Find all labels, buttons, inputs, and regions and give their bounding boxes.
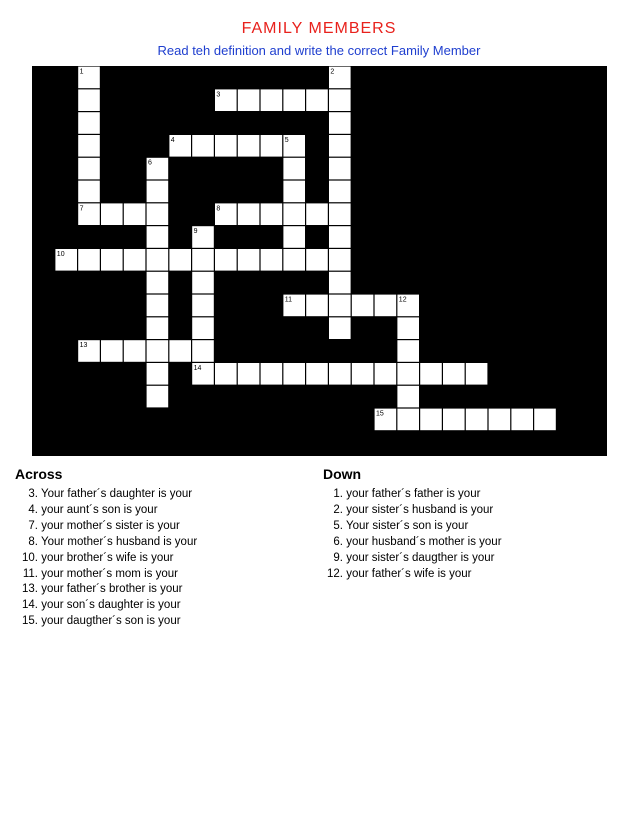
crossword-cell[interactable] bbox=[306, 203, 328, 225]
across-clue-list bbox=[8, 487, 197, 630]
crossword-cell[interactable] bbox=[78, 89, 100, 111]
clue-number: 15. bbox=[22, 615, 38, 628]
crossword-cell[interactable] bbox=[375, 295, 397, 317]
clue-text: your father´s father is your bbox=[343, 488, 481, 500]
clue-text: Your sister´s son is your bbox=[343, 519, 469, 532]
across-clue bbox=[8, 614, 197, 630]
crossword-cell[interactable] bbox=[397, 409, 419, 431]
clue-number: 10. bbox=[22, 551, 38, 564]
crossword-cell[interactable] bbox=[101, 340, 123, 362]
crossword-cell[interactable] bbox=[147, 181, 169, 203]
crossword-cell[interactable] bbox=[192, 317, 214, 339]
crossword-cell[interactable] bbox=[329, 112, 351, 134]
crossword-cell[interactable] bbox=[147, 272, 169, 294]
crossword-cell[interactable] bbox=[397, 363, 419, 385]
crossword-cell[interactable] bbox=[261, 363, 283, 385]
crossword-cell[interactable] bbox=[124, 203, 146, 225]
clue-number: 12. bbox=[327, 567, 343, 580]
crossword-cell[interactable] bbox=[489, 409, 511, 431]
crossword-cell[interactable] bbox=[511, 409, 533, 431]
clue-number-label: 9 bbox=[193, 228, 198, 236]
clue-number-label: 7 bbox=[79, 205, 84, 213]
down-heading: Down bbox=[323, 466, 362, 482]
crossword-cell[interactable] bbox=[78, 112, 100, 134]
crossword-cell[interactable] bbox=[147, 363, 169, 385]
page-title: FAMILY MEMBERS bbox=[241, 20, 397, 37]
down-clue bbox=[313, 503, 502, 519]
crossword-cell[interactable] bbox=[147, 226, 169, 248]
down-clue-list bbox=[313, 487, 502, 582]
clue-number: 14. bbox=[22, 599, 38, 612]
clue-number: 7. bbox=[28, 519, 38, 532]
clue-text: your sister´s husband is your bbox=[343, 503, 494, 516]
clue-number: 1. bbox=[333, 488, 343, 500]
clue-text: your father´s wife is your bbox=[343, 567, 472, 580]
crossword-cell[interactable] bbox=[147, 295, 169, 317]
across-clue bbox=[8, 503, 197, 519]
crossword-cell[interactable] bbox=[238, 363, 260, 385]
page-subtitle: Read teh definition and write the correct Family Member bbox=[157, 43, 481, 58]
crossword-cell[interactable] bbox=[78, 249, 100, 271]
crossword-cell[interactable] bbox=[329, 363, 351, 385]
clue-number: 4. bbox=[28, 503, 38, 516]
down-clue bbox=[313, 487, 502, 503]
crossword-cell[interactable] bbox=[443, 409, 465, 431]
crossword-cell[interactable] bbox=[352, 295, 374, 317]
across-clue bbox=[8, 551, 197, 567]
crossword-cell[interactable] bbox=[420, 409, 442, 431]
clue-text: Your mother´s husband is your bbox=[38, 535, 198, 548]
crossword-cell[interactable] bbox=[238, 89, 260, 111]
crossword-cell[interactable] bbox=[261, 89, 283, 111]
clue-text: your sister´s daugther is your bbox=[343, 551, 495, 564]
crossword-cell[interactable] bbox=[147, 317, 169, 339]
clue-number: 5. bbox=[333, 519, 343, 532]
clue-number: 9. bbox=[333, 551, 343, 564]
crossword-cell[interactable] bbox=[420, 363, 442, 385]
crossword-cell[interactable] bbox=[329, 295, 351, 317]
crossword-cell[interactable] bbox=[329, 249, 351, 271]
clue-number-label: 2 bbox=[330, 68, 335, 76]
crossword-cell[interactable] bbox=[192, 135, 214, 157]
crossword-cell[interactable] bbox=[101, 249, 123, 271]
crossword-cell[interactable] bbox=[238, 203, 260, 225]
crossword-cell[interactable] bbox=[78, 181, 100, 203]
crossword-cell[interactable] bbox=[329, 135, 351, 157]
crossword-cell[interactable] bbox=[329, 226, 351, 248]
crossword-cell[interactable] bbox=[397, 386, 419, 408]
crossword-cell[interactable] bbox=[329, 89, 351, 111]
clue-number-label: 11 bbox=[284, 296, 293, 304]
clue-text: your brother´s wife is your bbox=[38, 551, 174, 564]
crossword-cell[interactable] bbox=[397, 317, 419, 339]
crossword-cell[interactable] bbox=[147, 386, 169, 408]
crossword-cell[interactable] bbox=[261, 203, 283, 225]
clue-text: Your father´s daughter is your bbox=[38, 488, 193, 500]
crossword-cell[interactable] bbox=[329, 158, 351, 180]
clue-number-label: 13 bbox=[79, 342, 88, 350]
clue-number: 6. bbox=[333, 535, 343, 548]
clue-number: 11. bbox=[22, 567, 38, 580]
clue-number-label: 4 bbox=[170, 136, 175, 144]
crossword-cell[interactable] bbox=[306, 295, 328, 317]
clue-text: your mother´s mom is your bbox=[38, 567, 178, 580]
across-heading: Across bbox=[15, 466, 63, 482]
crossword-cell[interactable] bbox=[329, 203, 351, 225]
crossword-cell[interactable] bbox=[283, 249, 305, 271]
crossword-cell[interactable] bbox=[466, 363, 488, 385]
crossword-cell[interactable] bbox=[147, 203, 169, 225]
across-clue bbox=[8, 598, 197, 614]
crossword-cell[interactable] bbox=[466, 409, 488, 431]
crossword-cell[interactable] bbox=[215, 249, 237, 271]
crossword-cell[interactable] bbox=[329, 181, 351, 203]
across-clue bbox=[8, 487, 197, 503]
crossword-cell[interactable] bbox=[329, 272, 351, 294]
crossword-cell[interactable] bbox=[169, 249, 191, 271]
crossword-cell[interactable] bbox=[261, 249, 283, 271]
crossword-cell[interactable] bbox=[306, 249, 328, 271]
crossword-cell[interactable] bbox=[124, 249, 146, 271]
crossword-cell[interactable] bbox=[169, 340, 191, 362]
across-clue bbox=[8, 582, 197, 598]
crossword-cell[interactable] bbox=[443, 363, 465, 385]
clue-text: your aunt´s son is your bbox=[38, 503, 158, 516]
clue-number: 2. bbox=[333, 503, 343, 516]
crossword-cell[interactable] bbox=[192, 249, 214, 271]
clue-number-label: 3 bbox=[216, 91, 221, 99]
crossword-cell[interactable] bbox=[78, 158, 100, 180]
clue-text: your son´s daughter is your bbox=[38, 599, 181, 612]
crossword-cell[interactable] bbox=[147, 249, 169, 271]
crossword-cell[interactable] bbox=[124, 340, 146, 362]
across-clue bbox=[8, 567, 197, 583]
clue-number-label: 6 bbox=[148, 159, 152, 167]
down-clue bbox=[313, 519, 502, 535]
clue-text: your mother´s sister is your bbox=[38, 519, 180, 532]
crossword-cell[interactable] bbox=[534, 409, 556, 431]
crossword-cell[interactable] bbox=[283, 181, 305, 203]
clue-number-label: 14 bbox=[193, 364, 202, 372]
clue-number: 13. bbox=[22, 583, 38, 596]
clue-number-label: 5 bbox=[284, 136, 289, 144]
across-clue bbox=[8, 535, 197, 551]
clue-number: 3. bbox=[28, 488, 38, 500]
down-clue bbox=[313, 567, 502, 583]
crossword-cell[interactable] bbox=[283, 363, 305, 385]
clue-text: your father´s brother is your bbox=[38, 583, 183, 596]
clue-text: your husband´s mother is your bbox=[343, 535, 502, 548]
crossword-cell[interactable] bbox=[192, 295, 214, 317]
clue-number-label: 8 bbox=[216, 205, 221, 213]
clue-number-label: 1 bbox=[79, 68, 84, 76]
crossword-cell[interactable] bbox=[238, 249, 260, 271]
crossword-cell[interactable] bbox=[352, 363, 374, 385]
crossword-cell[interactable] bbox=[306, 363, 328, 385]
down-clue bbox=[313, 535, 502, 551]
crossword-cell[interactable] bbox=[306, 89, 328, 111]
crossword-cell[interactable] bbox=[215, 135, 237, 157]
across-clue bbox=[8, 519, 197, 535]
clue-number-label: 10 bbox=[56, 250, 65, 258]
crossword-cell[interactable] bbox=[192, 340, 214, 362]
crossword-cell[interactable] bbox=[147, 340, 169, 362]
crossword-cell[interactable] bbox=[101, 203, 123, 225]
crossword-cell[interactable] bbox=[283, 158, 305, 180]
clue-text: your daugther´s son is your bbox=[38, 615, 181, 628]
crossword-cell[interactable] bbox=[329, 317, 351, 339]
clue-number-label: 12 bbox=[398, 296, 407, 304]
crossword-cell[interactable] bbox=[283, 226, 305, 248]
crossword-cell[interactable] bbox=[375, 363, 397, 385]
crossword-cell[interactable] bbox=[283, 89, 305, 111]
crossword-cell[interactable] bbox=[215, 363, 237, 385]
crossword-cell[interactable] bbox=[261, 135, 283, 157]
clue-number: 8. bbox=[28, 535, 38, 548]
crossword-cell[interactable] bbox=[78, 135, 100, 157]
crossword-cell[interactable] bbox=[238, 135, 260, 157]
crossword-cell[interactable] bbox=[192, 272, 214, 294]
down-clue bbox=[313, 551, 502, 567]
crossword-cell[interactable] bbox=[397, 340, 419, 362]
clue-number-label: 15 bbox=[376, 410, 384, 418]
crossword-cell[interactable] bbox=[283, 203, 305, 225]
